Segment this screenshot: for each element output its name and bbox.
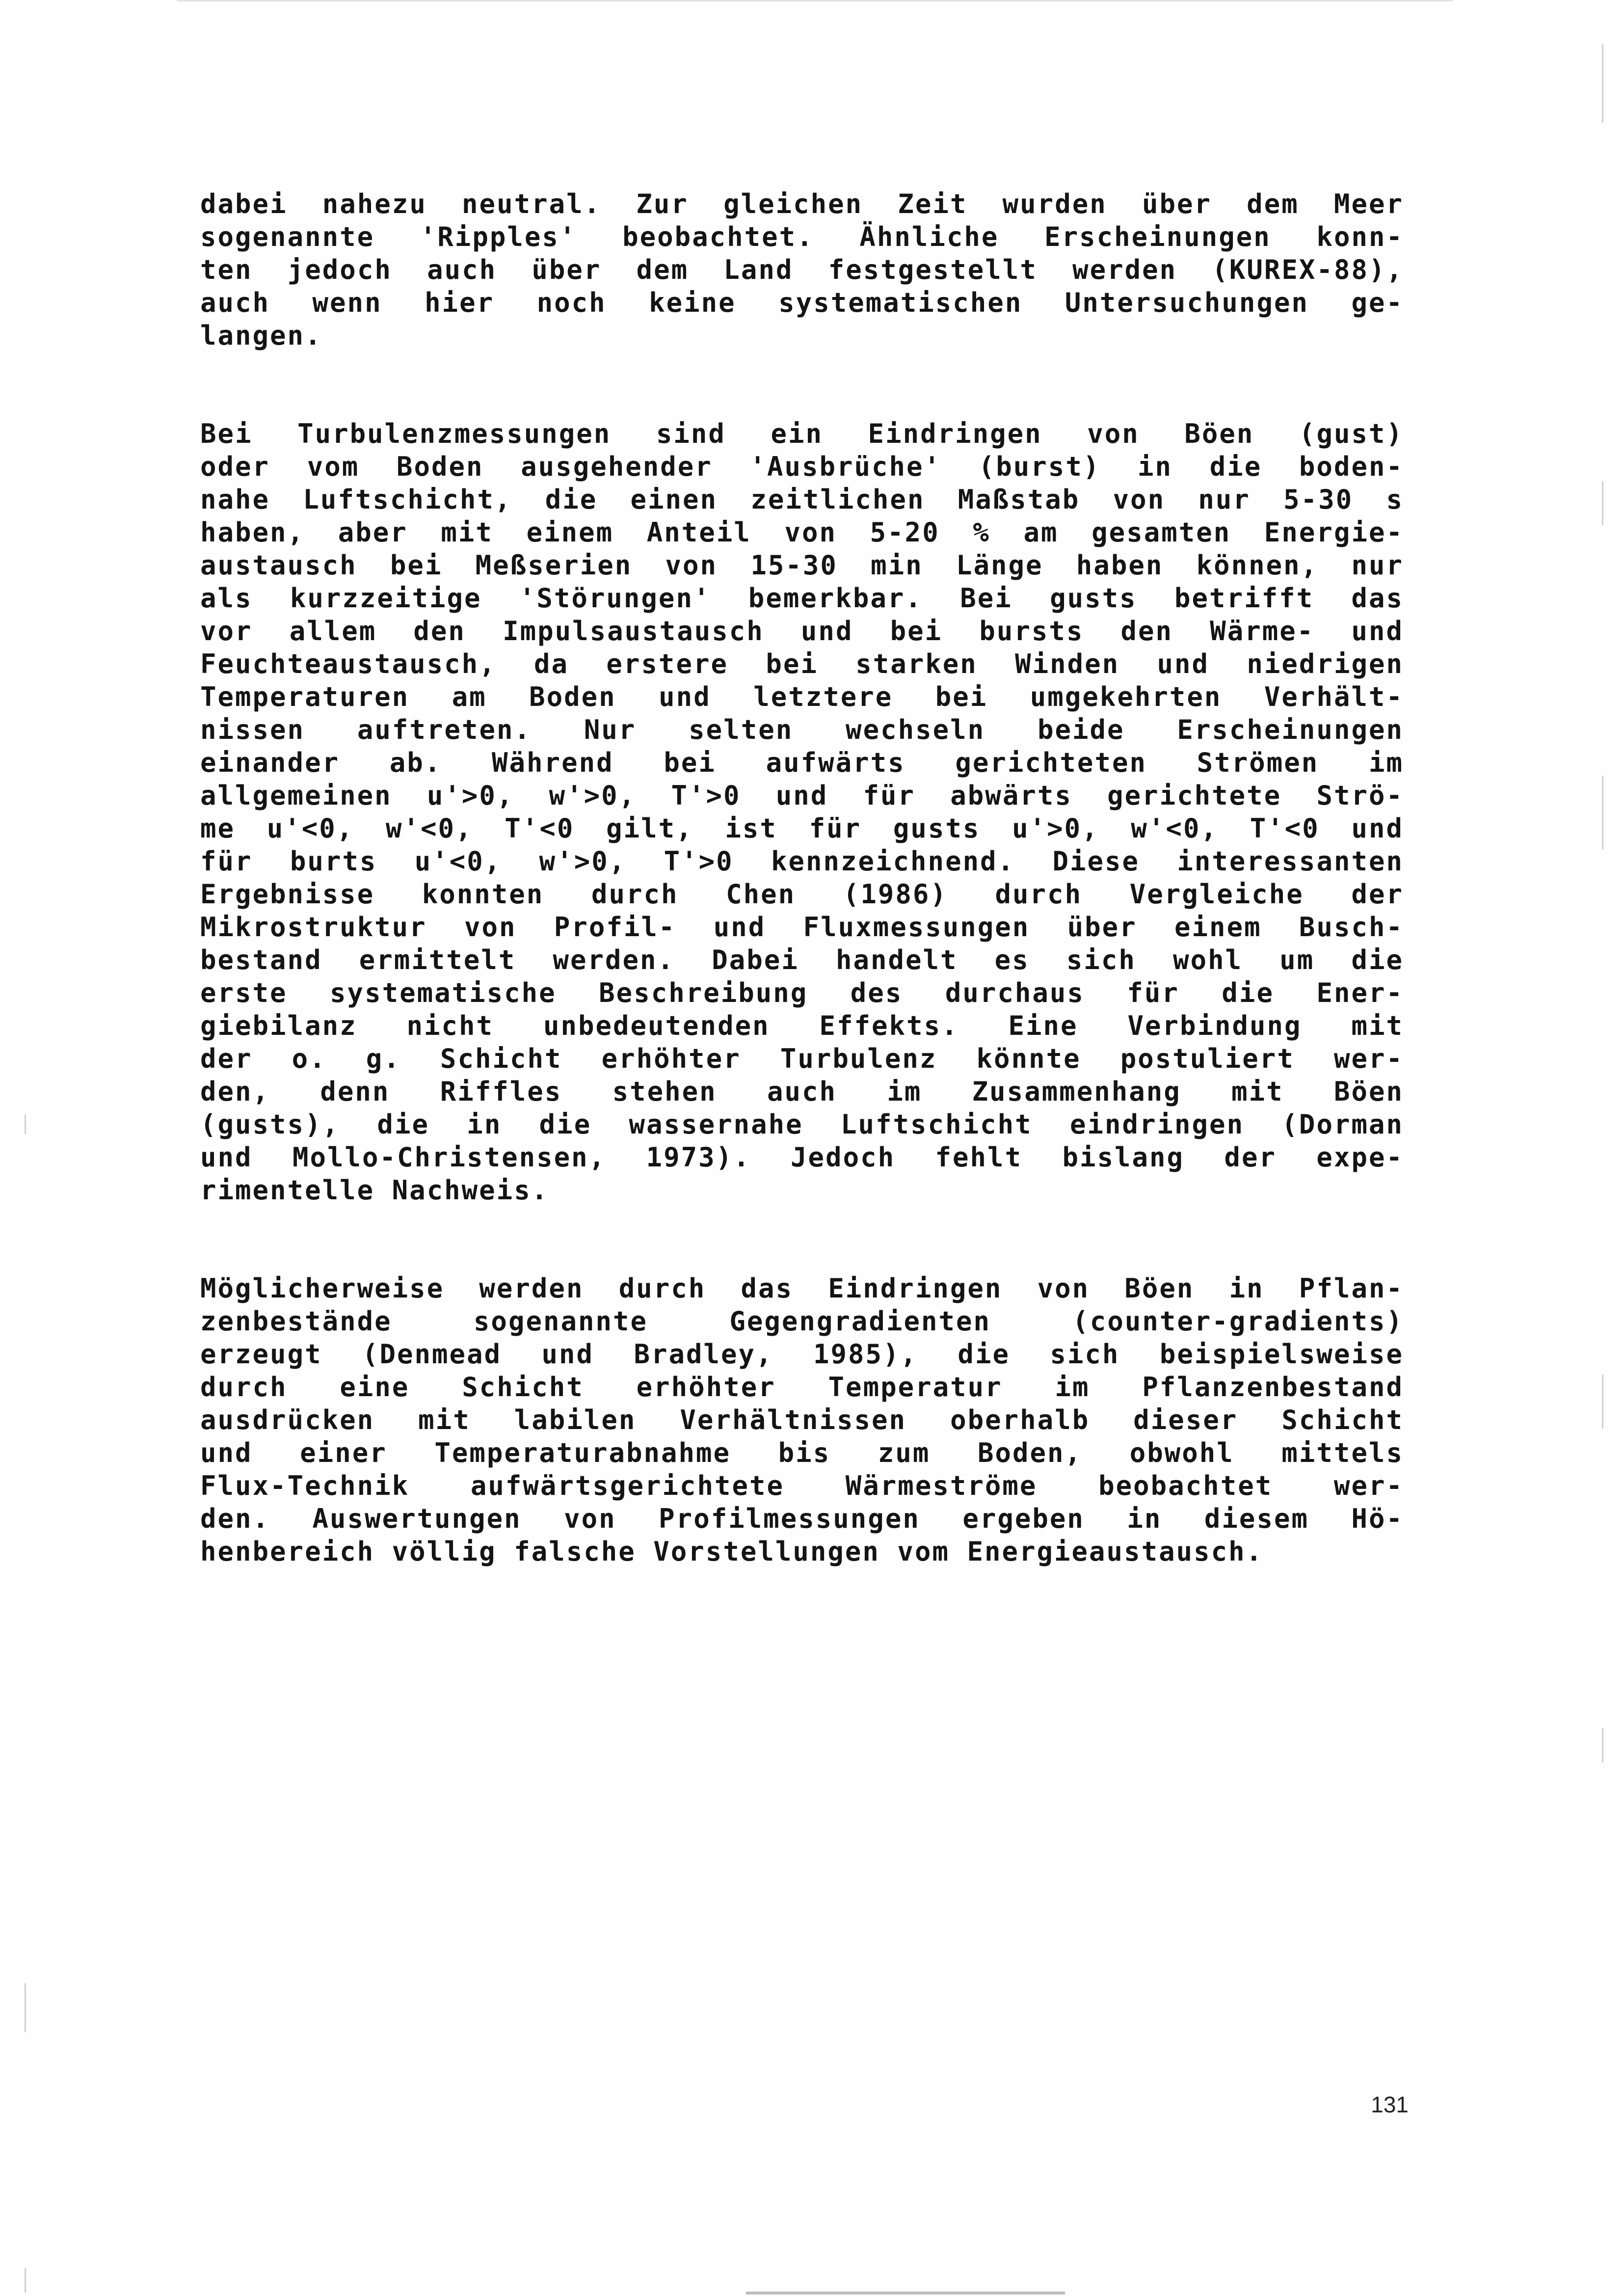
- scan-edge-mark-right: [1602, 1728, 1603, 1762]
- text-line: für burts u'<0, w'>0, T'>0 kennzeichnend. Diese interessanten: [200, 846, 1404, 877]
- scan-edge-mark-right: [1602, 481, 1603, 525]
- text-line: nahe Luftschicht, die einen zeitlichen Maßstab von nur 5-30 s: [200, 484, 1404, 515]
- page-number: 131: [1371, 2092, 1409, 2117]
- text-line: vor allem den Impulsaustausch und bei bursts den Wärme- und: [200, 616, 1404, 647]
- text-line: rimentelle Nachweis.: [200, 1175, 549, 1206]
- text-line: nissen auftreten. Nur selten wechseln beide Erscheinungen: [200, 714, 1404, 745]
- scan-edge-mark-right: [1602, 1375, 1603, 1429]
- scan-edge-mark-left: [25, 1114, 26, 1134]
- text-line: Möglicherweise werden durch das Eindringen von Böen in Pflan-: [200, 1273, 1404, 1304]
- scan-edge-mark-top: [177, 0, 1453, 1]
- text-line: haben, aber mit einem Anteil von 5-20 % am gesamten Energie-: [200, 517, 1404, 548]
- text-line: und einer Temperaturabnahme bis zum Boden, obwohl mittels: [200, 1437, 1404, 1468]
- scan-edge-mark-bottom: [746, 2292, 1065, 2295]
- paragraph: [200, 188, 1404, 352]
- text-line: ausdrücken mit labilen Verhältnissen oberhalb dieser Schicht: [200, 1405, 1404, 1435]
- text-line: giebilanz nicht unbedeutenden Effekts. Eine Verbindung mit: [200, 1010, 1404, 1041]
- scan-edge-mark-right: [1602, 776, 1603, 849]
- text-line: langen.: [200, 320, 322, 351]
- text-line: der o. g. Schicht erhöhter Turbulenz könnte postuliert wer-: [200, 1043, 1404, 1074]
- text-line: bestand ermittelt werden. Dabei handelt es sich wohl um die: [200, 945, 1404, 975]
- text-line: zenbestände sogenannte Gegengradienten (counter-gradients): [200, 1306, 1404, 1337]
- text-line: sogenannte 'Ripples' beobachtet. Ähnliche Erscheinungen konn-: [200, 221, 1404, 252]
- text-line: (gusts), die in die wassernahe Luftschicht eindringen (Dorman: [200, 1109, 1404, 1140]
- text-line: und Mollo-Christensen, 1973). Jedoch fehlt bislang der expe-: [200, 1142, 1404, 1173]
- text-line: oder vom Boden ausgehender 'Ausbrüche' (burst) in die boden-: [200, 451, 1404, 482]
- text-line: einander ab. Während bei aufwärts gerichteten Strömen im: [200, 747, 1404, 778]
- scan-edge-mark-right: [1602, 44, 1603, 123]
- text-line: den, denn Riffles stehen auch im Zusammenhang mit Böen: [200, 1076, 1404, 1107]
- text-line: henbereich völlig falsche Vorstellungen vom Energieaustausch.: [200, 1536, 1264, 1567]
- text-line: Ergebnisse konnten durch Chen (1986) durch Vergleiche der: [200, 879, 1404, 910]
- body-text: [200, 188, 1404, 1633]
- text-line: Bei Turbulenzmessungen sind ein Eindringen von Böen (gust): [200, 418, 1404, 449]
- paragraph: [200, 1272, 1404, 1568]
- text-line: als kurzzeitige 'Störungen' bemerkbar. Bei gusts betrifft das: [200, 583, 1404, 614]
- text-line: allgemeinen u'>0, w'>0, T'>0 und für abwärts gerichtete Strö-: [200, 780, 1404, 811]
- text-line: auch wenn hier noch keine systematischen Untersuchungen ge-: [200, 287, 1404, 318]
- text-line: Flux-Technik aufwärtsgerichtete Wärmeströme beobachtet wer-: [200, 1470, 1404, 1501]
- text-line: ten jedoch auch über dem Land festgestellt werden (KUREX-88),: [200, 254, 1404, 285]
- text-line: erste systematische Beschreibung des durchaus für die Ener-: [200, 977, 1404, 1008]
- text-line: durch eine Schicht erhöhter Temperatur im Pflanzenbestand: [200, 1372, 1404, 1403]
- scan-edge-mark-left: [25, 2268, 26, 2293]
- text-line: Temperaturen am Boden und letztere bei umgekehrten Verhält-: [200, 681, 1404, 712]
- text-line: me u'<0, w'<0, T'<0 gilt, ist für gusts u'>0, w'<0, T'<0 und: [200, 813, 1404, 844]
- text-line: dabei nahezu neutral. Zur gleichen Zeit wurden über dem Meer: [200, 189, 1404, 219]
- text-line: austausch bei Meßserien von 15-30 min Länge haben können, nur: [200, 550, 1404, 581]
- text-line: erzeugt (Denmead und Bradley, 1985), die sich beispielsweise: [200, 1339, 1404, 1370]
- scan-edge-mark-left: [25, 1983, 26, 2032]
- text-line: Feuchteaustausch, da erstere bei starken Winden und niedrigen: [200, 648, 1404, 679]
- text-line: Mikrostruktur von Profil- und Fluxmessungen über einem Busch-: [200, 912, 1404, 943]
- paragraph: [200, 417, 1404, 1207]
- text-line: den. Auswertungen von Profilmessungen ergeben in diesem Hö-: [200, 1503, 1404, 1534]
